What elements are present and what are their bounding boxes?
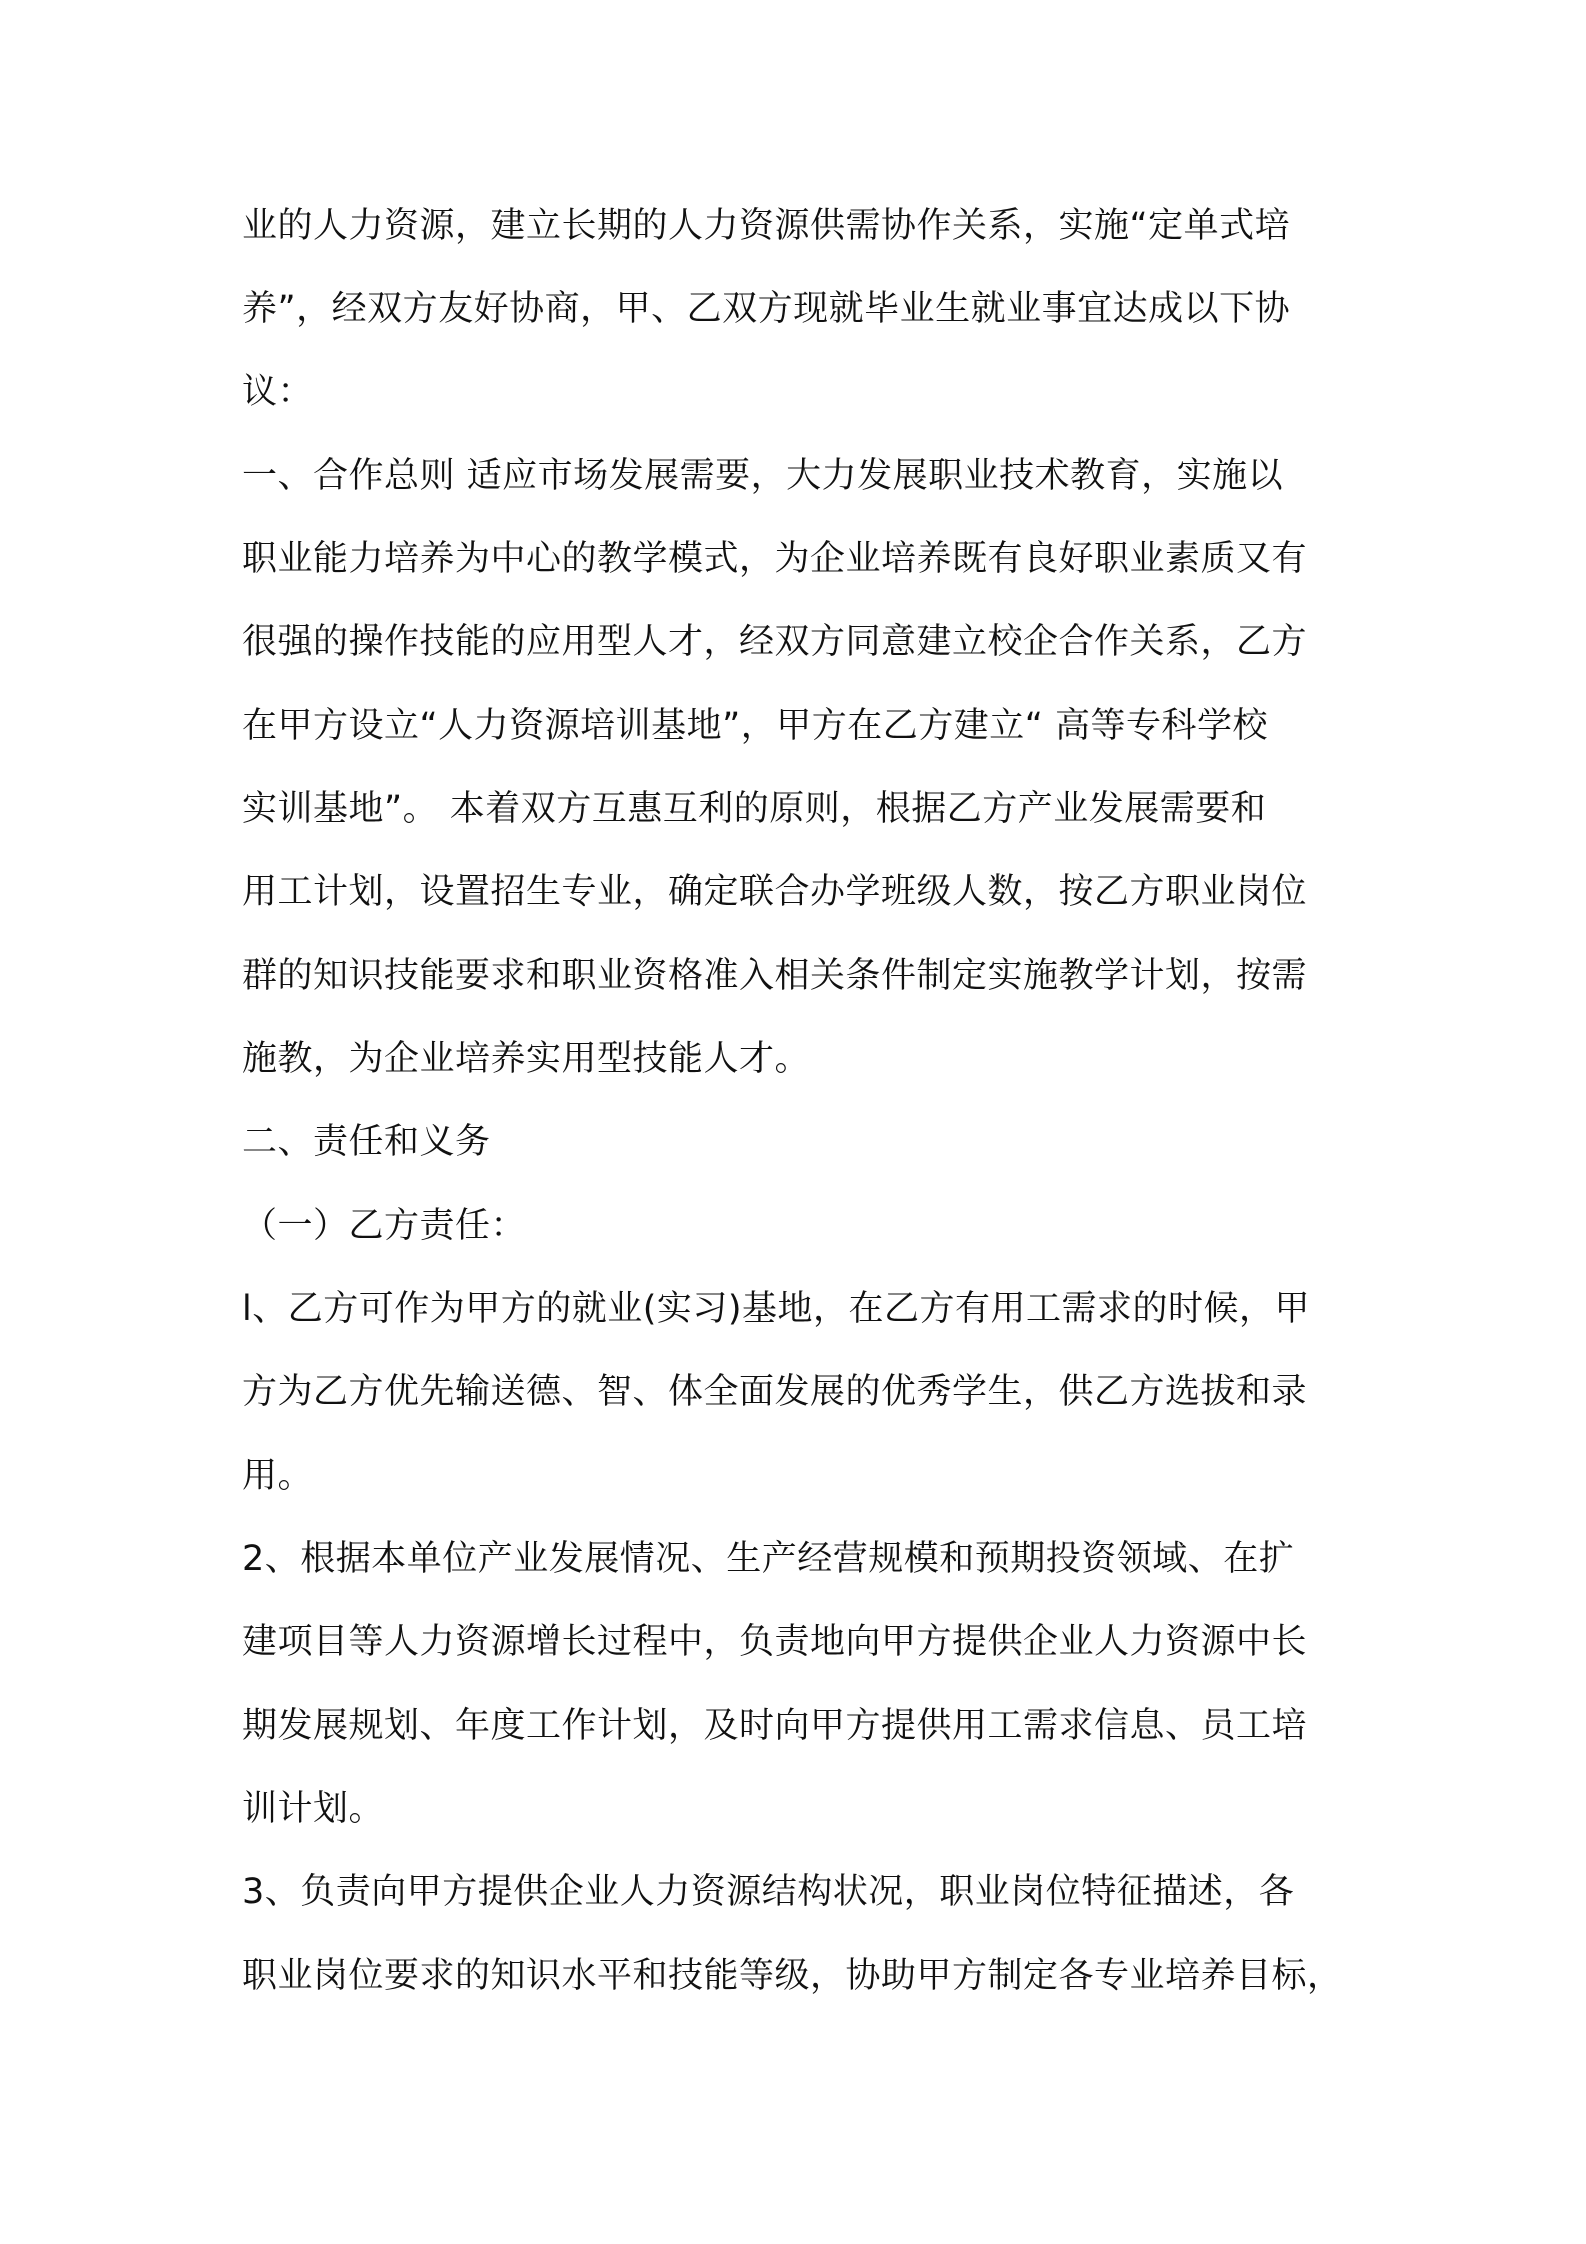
- text-line: 很强的操作技能的应用型人才，经双方同意建立校企合作关系，乙方: [242, 622, 1308, 662]
- text-line: 施教，为企业培养实用型技能人才。: [242, 1039, 811, 1079]
- text-line: 业的人力资源，建立长期的人力资源供需协作关系，实施“定单式培: [242, 206, 1291, 246]
- text-line: 议：: [242, 372, 314, 412]
- text-line: 2、根据本单位产业发展情况、生产经营规模和预期投资领域、在扩: [242, 1539, 1295, 1579]
- text-line: 建项目等人力资源增长过程中，负责地向甲方提供企业人力资源中长: [242, 1622, 1308, 1662]
- text-line: 期发展规划、年度工作计划，及时向甲方提供用工需求信息、员工培: [242, 1706, 1308, 1746]
- text-line: 用。: [242, 1456, 314, 1496]
- text-line: 在甲方设立“人力资源培训基地”，甲方在乙方建立“ 高等专科学校: [242, 706, 1269, 746]
- text-line: 3、负责向甲方提供企业人力资源结构状况，职业岗位特征描述，各: [242, 1872, 1295, 1912]
- text-line: 职业岗位要求的知识水平和技能等级，协助甲方制定各专业培养目标，: [242, 1956, 1343, 1996]
- text-line: l、乙方可作为甲方的就业(实习)基地，在乙方有用工需求的时候，甲: [242, 1289, 1311, 1329]
- subsection-heading: （一）乙方责任：: [242, 1206, 527, 1246]
- text-line: 方为乙方优先输送德、智、体全面发展的优秀学生，供乙方选拔和录: [242, 1372, 1308, 1412]
- text-line: 一、合作总则 适应市场发展需要，大力发展职业技术教育，实施以: [242, 456, 1284, 496]
- text-line: 用工计划，设置招生专业，确定联合办学班级人数，按乙方职业岗位: [242, 872, 1308, 912]
- section-heading: 二、责任和义务: [242, 1122, 491, 1162]
- text-line: 训计划。: [242, 1789, 385, 1829]
- text-line: 群的知识技能要求和职业资格准入相关条件制定实施教学计划，按需: [242, 956, 1308, 996]
- text-line: 实训基地”。 本着双方互惠互利的原则，根据乙方产业发展需要和: [242, 789, 1267, 829]
- text-line: 养”，经双方友好协商，甲、乙双方现就毕业生就业事宜达成以下协: [242, 289, 1291, 329]
- text-line: 职业能力培养为中心的教学模式，为企业培养既有良好职业素质又有: [242, 539, 1308, 579]
